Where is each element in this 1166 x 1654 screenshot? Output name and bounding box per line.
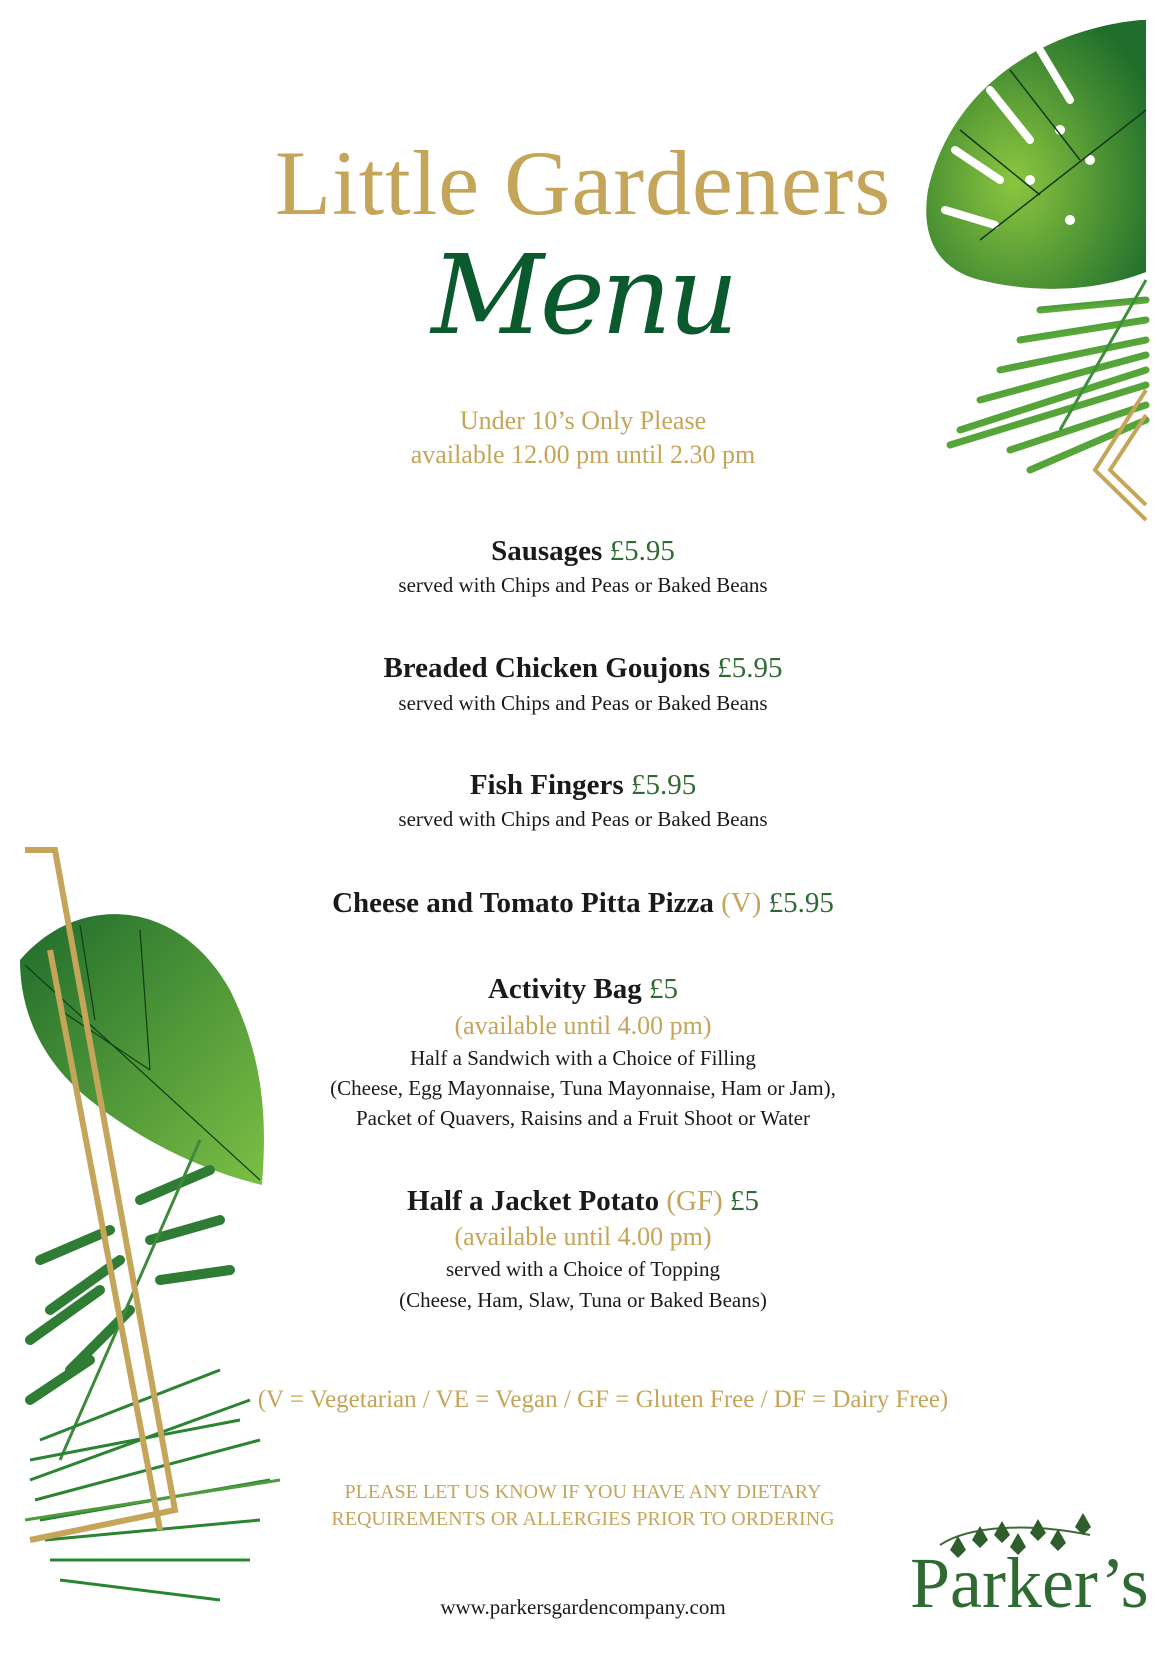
website-link[interactable]: www.parkersgardencompany.com [440,1595,726,1619]
item-price: £5 [729,1185,759,1217]
allergy-notice-line1: PLEASE LET US KNOW IF YOU HAVE ANY DIETARY [344,1481,822,1503]
item-price: £5.95 [630,769,697,801]
item-availability: (available until 4.00 pm) [454,1011,712,1040]
item-description: (Cheese, Ham, Slaw, Tuna or Baked Beans) [399,1288,767,1312]
item-description: (Cheese, Egg Mayonnaise, Tuna Mayonnaise, Ham or Jam), [330,1076,836,1100]
item-description: Half a Sandwich with a Choice of Filling [410,1046,756,1070]
menu-title: Little Gardeners [274,132,892,234]
item-description: served with Chips and Peas or Baked Beans [398,691,768,715]
allergy-notice-line2: REQUIREMENTS OR ALLERGIES PRIOR TO ORDERING [331,1508,835,1530]
item-name: Cheese and Tomato Pitta Pizza [332,887,714,919]
item-name: Sausages [491,535,603,567]
dietary-legend: (V = Vegetarian / VE = Vegan / GF = Gluten Free / DF = Dairy Free) [257,1386,949,1413]
item-price: £5.95 [768,887,834,919]
menu-script-title: Menu [431,231,735,359]
menu-item-heading [0,767,1166,803]
item-name: Activity Bag [487,973,642,1005]
item-description: served with Chips and Peas or Baked Beans [398,807,768,831]
menu-item-heading [0,533,1166,569]
menu-item-heading [0,971,1166,1007]
menu-item-heading [0,1183,1166,1219]
age-restriction-text: Under 10’s Only Please [459,406,707,435]
item-name: Half a Jacket Potato [407,1185,660,1217]
item-price: £5.95 [717,652,783,684]
item-description: Packet of Quavers, Raisins and a Fruit Shoot or Water [355,1106,810,1130]
item-dietary-tag: (V) [721,887,762,919]
parkers-logo [910,1505,1149,1625]
logo-wordmark: Parker’s [910,1543,1149,1623]
item-name: Fish Fingers [469,769,624,801]
menu-item-heading [0,650,1166,686]
item-name: Breaded Chicken Goujons [383,652,711,684]
availability-text: available 12.00 pm until 2.30 pm [410,440,756,469]
item-description: served with Chips and Peas or Baked Beans [398,573,768,597]
item-availability: (available until 4.00 pm) [454,1222,712,1251]
item-price: £5.95 [609,535,675,567]
item-description: served with a Choice of Topping [445,1257,720,1281]
item-price: £5 [649,973,679,1005]
menu-item-heading [0,885,1166,921]
item-dietary-tag: (GF) [666,1185,723,1217]
